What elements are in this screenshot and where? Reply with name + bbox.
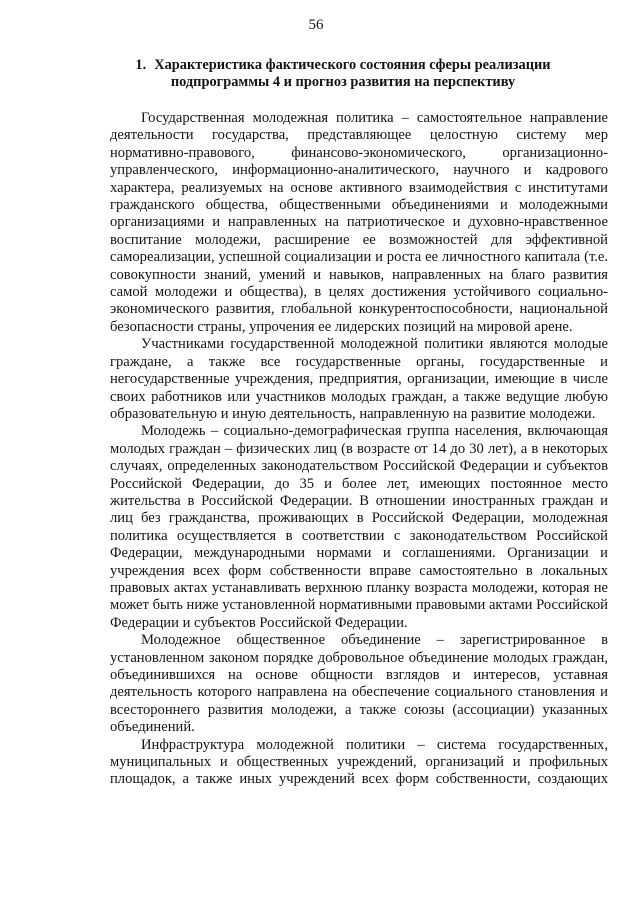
paragraph-policy-participants: Участниками государственной молодежной политики являются молодые граждане, а также все государственные органы, государственные и негосударственные учреждения, предприятия, организации, имеющие в числе своих работников или участников молодых граждан, а также ведущие любую образовательную и иную деятельность, направленную на развитие молодежи. (110, 336, 608, 422)
section-number: 1. (135, 57, 147, 73)
section-title: Характеристика фактического состояния сферы реализации подпрограммы 4 и прогноз развития на перспективу (154, 57, 551, 90)
body-text (110, 110, 608, 789)
paragraph-youth-association-definition: Молодежное общественное объединение – зарегистрированное в установленном законом порядке добровольное объединение молодых граждан, объединившихся на основе общности взглядов и интересов, уставная деятельность которого направлена на обеспечение социального становления и всестороннего развития молодежи, а также союзы (ассоциации) указанных объединений. (110, 632, 608, 736)
paragraph-infrastructure-definition: Инфраструктура молодежной политики – система государственных, муниципальных и общественных учреждений, организаций и профильных площадок, а также иных учреждений всех форм собственности, создающих (110, 736, 608, 788)
paragraph-youth-policy-definition: Государственная молодежная политика – самостоятельное направление деятельности государства, представляющее целостную систему мер нормативно-правового, финансово-экономического, организационно-управленческого, информационно-аналитического, научного и кадрового характера, реализуемых на основе активного взаимодействия с институтами гражданского общества, общественными объединениями и молодежными организациями и направленных на патриотическое и духовно-нравственное воспитание молодежи, расширение ее возможностей для эффективной самореализации, успешной социализации и роста ее личностного капитала (т.е. совокупности знаний, умений и навыков, направленных на благо развития самой молодежи и общества), в целях достижения устойчивого социально-экономического развития, глобальной конкурентоспособности, национальной безопасности страны, упрочения ее лидерских позиций на мировой арене. (110, 110, 608, 335)
paragraph-youth-definition: Молодежь – социально-демографическая группа населения, включающая молодых граждан – физических лиц (в возрасте от 14 до 30 лет), а в некоторых случаях, определенных законодательством Российской Федерации и субъектов Российской Федерации, до 35 и более лет, имеющих постоянное место жительства в Российской Федерации. В отношении иностранных граждан и лиц без гражданства, проживающих в Российской Федерации, молодежная политика осуществляется в соответствии с законодательством Российской Федерации, международными нормами и соглашениями. Организации и учреждения всех форм собственности вправе самостоятельно в локальных правовых актах устанавливать верхнюю планку возраста молодежи, которая не может быть ниже установленной нормативными правовыми актами Российской Федерации и субъектов Российской Федерации. (110, 423, 608, 631)
page-number: 56 (308, 17, 324, 33)
section-heading (108, 57, 578, 91)
